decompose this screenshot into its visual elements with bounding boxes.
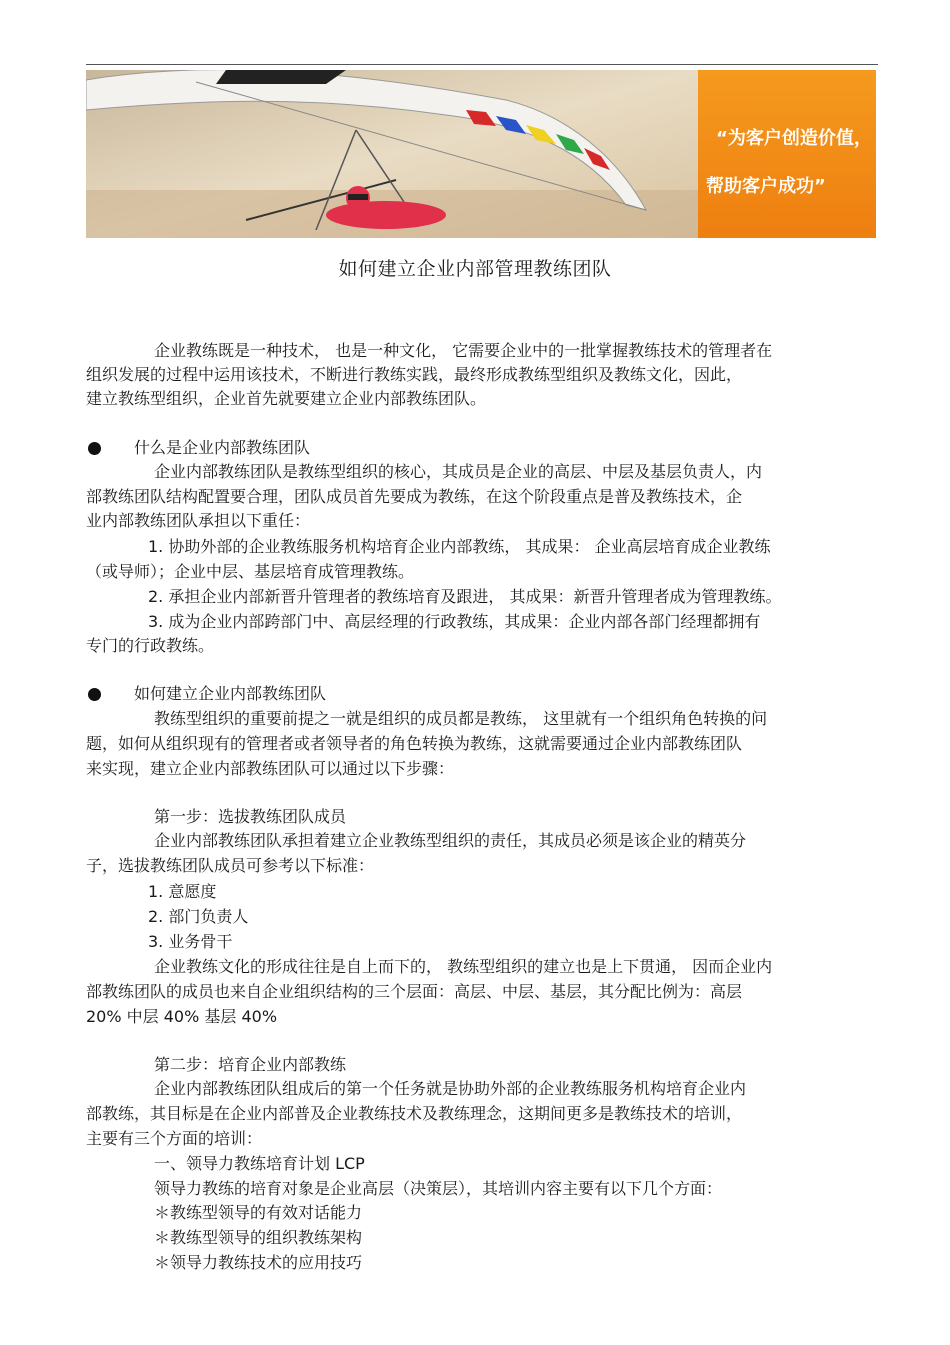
section2-line-1: 教练型组织的重要前提之一就是组织的成员都是教练， 这里就有一个组织角色转换的问 [154, 709, 768, 728]
intro-line-1: 企业教练既是一种技术， 也是一种文化， 它需要企业中的一批掌握教练技术的管理者在 [154, 341, 773, 360]
section2-line-3: 来实现，建立企业内部教练团队可以通过以下步骤： [86, 759, 455, 778]
step2-line-1: 企业内部教练团队组成后的第一个任务就是协助外部的企业教练服务机构培育企业内 [154, 1079, 747, 1098]
section1-item-2: 2. 承担企业内部新晋升管理者的教练培育及跟进， 其成果：新晋升管理者成为管理教练。 [148, 587, 782, 606]
plan-item-1: ＊教练型领导的有效对话能力 [154, 1203, 363, 1222]
step1-after-1: 企业教练文化的形成往往是自上而下的， 教练型组织的建立也是上下贯通， 因而企业内 [154, 957, 773, 976]
slogan-line2: 帮助客户成功” [706, 176, 826, 197]
section1-item-1: 1. 协助外部的企业教练服务机构培育企业内部教练， 其成果： 企业高层培育成企业教练 [148, 537, 771, 556]
intro-line-3: 建立教练型组织，企业首先就要建立企业内部教练团队。 [86, 389, 487, 408]
section1-item-3: 3. 成为企业内部跨部门中、高层经理的行政教练，其成果：企业内部各部门经理都拥有 [148, 612, 761, 631]
intro-line-2: 组织发展的过程中运用该技术，不断进行教练实践，最终形成教练型组织及教练文化，因此， [86, 365, 743, 384]
plan-heading: 一、领导力教练培育计划 LCP [154, 1154, 365, 1173]
section1-item-1-cont: （或导师）；企业中层、基层培育成管理教练。 [86, 562, 415, 581]
step1-heading: 第一步：选拔教练团队成员 [154, 807, 347, 826]
top-rule [86, 64, 878, 65]
step1-line-2: 子，选拔教练团队成员可参考以下标准： [86, 856, 375, 875]
criteria-item-1: 1. 意愿度 [148, 882, 217, 901]
plan-item-2: ＊教练型领导的组织教练架构 [154, 1228, 363, 1247]
step2-line-3: 主要有三个方面的培训： [86, 1129, 263, 1148]
section1-line-1: 企业内部教练团队是教练型组织的核心，其成员是企业的高层、中层及基层负责人，内 [154, 462, 763, 481]
section2-heading: 如何建立企业内部教练团队 [134, 684, 327, 703]
hang-glider-photo [86, 70, 876, 238]
section1-line-2: 部教练团队结构配置要合理，团队成员首先要成为教练，在这个阶段重点是普及教练技术，企 [86, 487, 743, 506]
step1-after-2: 部教练团队的成员也来自企业组织结构的三个层面：高层、中层、基层，其分配比例为：高层 [86, 982, 743, 1001]
step2-line-2: 部教练，其目标是在企业内部普及企业教练技术及教练理念，这期间更多是教练技术的培训， [86, 1104, 743, 1123]
section2-line-2: 题，如何从组织现有的管理者或者领导者的角色转换为教练，这就需要通过企业内部教练团队 [86, 734, 743, 753]
header-banner [86, 70, 876, 238]
bullet-icon [88, 688, 101, 701]
criteria-item-2: 2. 部门负责人 [148, 907, 249, 926]
step1-line-1: 企业内部教练团队承担着建立企业教练型组织的责任，其成员必须是该企业的精英分 [154, 831, 747, 850]
step2-heading: 第二步：培育企业内部教练 [154, 1055, 347, 1074]
section1-item-3-cont: 专门的行政教练。 [86, 636, 215, 655]
section1-line-3: 业内部教练团队承担以下重任： [86, 511, 311, 530]
document-title: 如何建立企业内部管理教练团队 [338, 258, 612, 280]
section1-heading: 什么是企业内部教练团队 [134, 438, 311, 457]
plan-desc: 领导力教练的培育对象是企业高层（决策层），其培训内容主要有以下几个方面： [154, 1179, 723, 1198]
step1-after-3: 20% 中层 40% 基层 40% [86, 1007, 278, 1026]
plan-item-3: ＊领导力教练技术的应用技巧 [154, 1253, 363, 1272]
bullet-icon [88, 442, 101, 455]
slogan-line1: “为客户创造价值， [716, 128, 872, 149]
criteria-item-3: 3. 业务骨干 [148, 932, 233, 951]
